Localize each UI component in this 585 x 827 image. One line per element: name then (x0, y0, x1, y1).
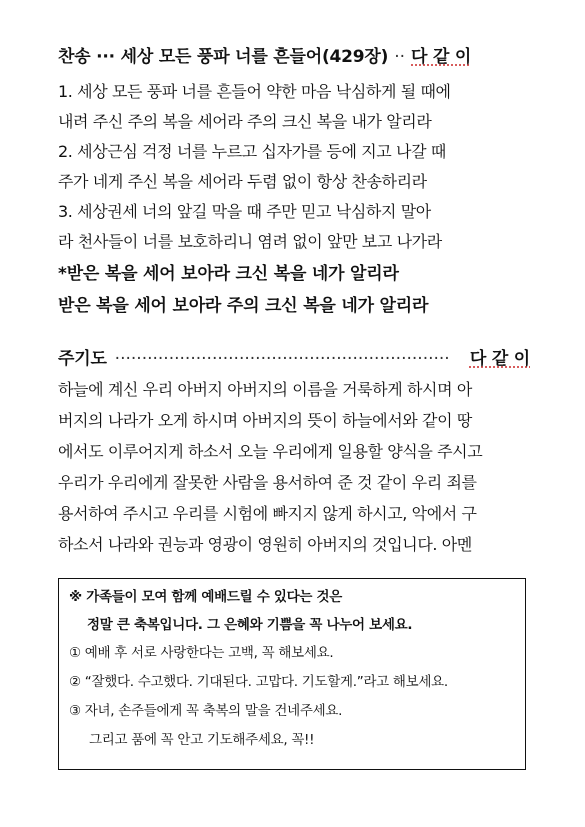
notice-item-2: ② “잘했다. 수고했다. 기대된다. 고맙다. 기도할게.”라고 해보세요. (69, 674, 448, 690)
notice-heading: ※ 가족들이 모여 함께 예배드릴 수 있다는 것은 (69, 589, 342, 605)
hymn-line-2: 내려 주신 주의 복을 세어라 주의 크신 복을 내가 알리라 (58, 112, 432, 131)
prayer-line-1: 하늘에 계신 우리 아버지 아버지의 이름을 거룩하게 하시며 아 (58, 380, 472, 399)
prayer-line-3: 에서도 이루어지게 하소서 오늘 우리에게 일용할 양식을 주시고 (58, 442, 483, 461)
hymn-chorus-2: 받은 복을 세어 보아라 주의 크신 복을 네가 알리라 (58, 296, 429, 316)
hymn-line-6: 라 천사들이 너를 보호하리니 염려 없이 앞만 보고 나가라 (58, 232, 442, 251)
prayer-line-6: 하소서 나라와 권능과 영광이 영원히 아버지의 것입니다. 아멘 (58, 535, 472, 554)
notice-item-3: ③ 자녀, 손주들에게 꼭 축복의 말을 건네주세요. (69, 703, 343, 719)
hymn-leader-dots: ·· (394, 47, 406, 67)
notice-item-1: ① 예배 후 서로 사랑한다는 고백, 꼭 해보세요. (69, 645, 334, 661)
notice-item-3-continued: 그리고 품에 꼭 안고 기도해주세요, 꼭!! (89, 732, 315, 748)
hymn-line-4: 주가 네게 주신 복을 세어라 두렴 없이 항상 찬송하리라 (58, 172, 427, 191)
family-worship-notice-box (58, 578, 526, 770)
hymn-line-5: 3. 세상권세 너의 앞길 막을 때 주만 믿고 낙심하지 말아 (58, 202, 431, 221)
notice-subheading: 정말 큰 축복입니다. 그 은혜와 기쁨을 꼭 나누어 보세요. (87, 617, 413, 633)
hymn-line-1: 1. 세상 모든 풍파 너를 흔들어 약한 마음 낙심하게 될 때에 (58, 82, 451, 101)
prayer-leader-dots: ······························································ (114, 349, 450, 369)
hymn-chorus-1: *받은 복을 세어 보아라 크신 복을 네가 알리라 (58, 264, 399, 284)
hymn-participants: 다 같 이 (411, 47, 472, 67)
prayer-line-5: 용서하여 주시고 우리를 시험에 빠지지 않게 하시고, 악에서 구 (58, 504, 477, 523)
prayer-line-2: 버지의 나라가 오게 하시며 아버지의 뜻이 하늘에서와 같이 땅 (58, 411, 472, 430)
prayer-title: 주기도 (58, 349, 107, 369)
prayer-heading (58, 348, 530, 370)
hymn-title: 찬송 ··· 세상 모든 풍파 너를 흔들어(429장) (58, 47, 389, 67)
hymn-heading (58, 46, 530, 68)
hymn-line-3: 2. 세상근심 걱정 너를 누르고 십자가를 등에 지고 나갈 때 (58, 142, 446, 161)
prayer-line-4: 우리가 우리에게 잘못한 사람을 용서하여 준 것 같이 우리 죄를 (58, 473, 477, 492)
prayer-participants: 다 같 이 (469, 349, 530, 369)
